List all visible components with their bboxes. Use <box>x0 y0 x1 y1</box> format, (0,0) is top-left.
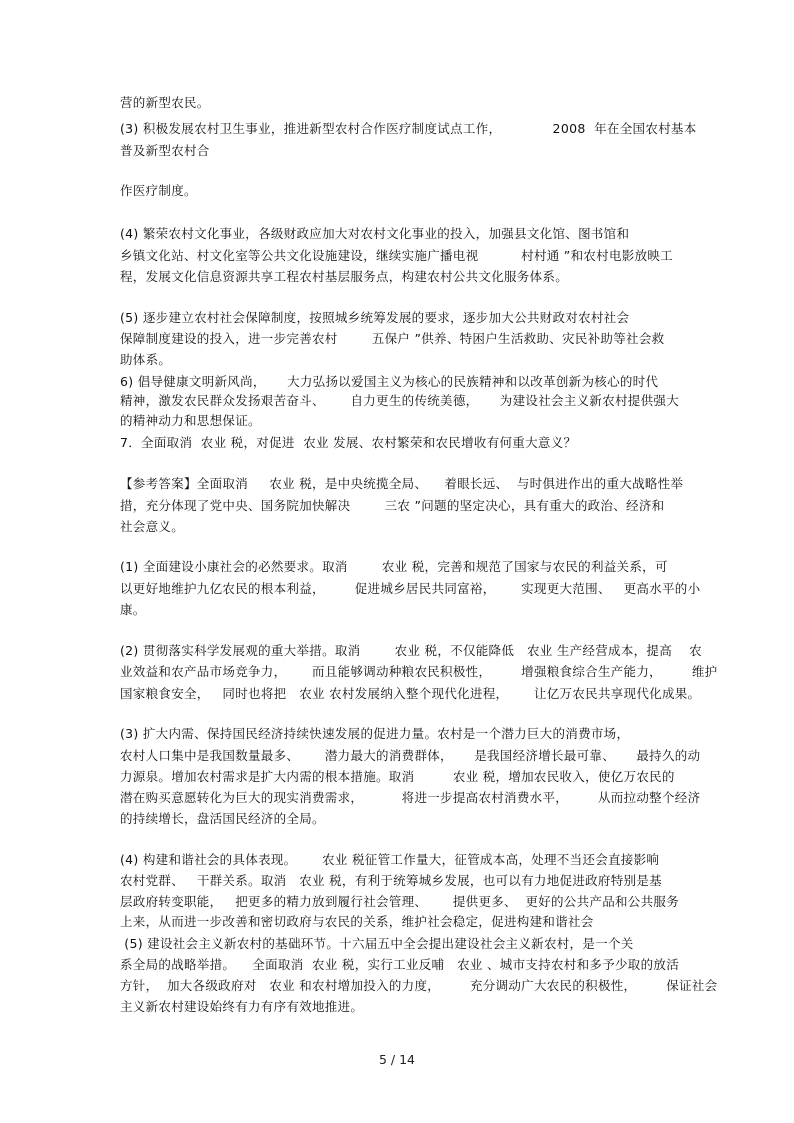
page-indicator: 5 / 14 <box>378 1052 416 1067</box>
text-line: 措，充分体现了党中央、国务院加快解决 三农 ”问题的坚定决心，具有重大的政治、经济和 <box>120 498 665 513</box>
text-line: 助体系。 <box>120 352 172 367</box>
text-line: 国家粮食安全， 同时也将把 农业 农村发展纳入整个现代化进程， 让亿万农民共享现代化成果。 <box>120 686 701 701</box>
text-line: 业效益和农产品市场竞争力， 而且能够调动种粮农民积极性， 增强粮食综合生产能力， 维护 <box>120 664 718 679</box>
text-line: 康。 <box>120 602 146 617</box>
text-line: 营的新型农民。 <box>120 95 210 110</box>
text-line: (5) 逐步建立农村社会保障制度，按照城乡统筹发展的要求，逐步加大公共财政对农村社会 <box>120 310 630 325</box>
text-line: 【参考答案】全面取消 农业 税，是中央统揽全局、 着眼长远、 与时俱进作出的重大战略性举 <box>120 476 684 491</box>
text-line: (1) 全面建设小康社会的必然要求。取消 农业 税，完善和规范了国家与农民的利益关系，可 <box>120 559 668 574</box>
text-line: (3) 扩大内需、保持国民经济持续快速发展的促进力量。农村是一个潜力巨大的消费市场， <box>120 726 630 741</box>
text-line: 农村党群、 干群关系。取消 农业 税，有利于统筹城乡发展，也可以有力地促进政府特别是基 <box>120 873 662 888</box>
text-line: 6) 倡导健康文明新风尚， 大力弘扬以爱国主义为核心的民族精神和以改革创新为核心的时代 <box>120 374 659 389</box>
text-line: 潜在购买意愿转化为巨大的现实消费需求， 将进一步提高农村消费水平， 从而拉动整个经济 <box>120 790 701 805</box>
text-line: 层政府转变职能， 把更多的精力放到履行社会管理、 提供更多、 更好的公共产品和公共服务 <box>120 894 680 909</box>
text-line: (4) 构建和谐社会的具体表现。 农业 税征管工作量大，征管成本高，处理不当还会直接影响 <box>120 852 660 867</box>
text-line: 以更好地维护九亿农民的根本利益， 促进城乡居民共同富裕， 实现更大范围、 更高水平的小 <box>120 581 701 596</box>
text-line: 的持续增长，盘活国民经济的全局。 <box>120 811 325 826</box>
text-line: 系全局的战略举措。 全面取消 农业 税，实行工业反哺 农业 、城市支持农村和多予少取的放活 <box>120 957 680 972</box>
text-line: (2) 贯彻落实科学发展观的重大举措。取消 农业 税，不仅能降低 农业 生产经营成本，提高 农 <box>120 643 702 658</box>
text-line: (5) 建设社会主义新农村的基础环节。十六届五中全会提出建设社会主义新农村，是一个关 <box>120 936 634 951</box>
text-line: 社会意义。 <box>120 519 185 534</box>
text-line: 方针， 加大各级政府对 农业 和农村增加投入的力度， 充分调动广大农民的积极性， 保证社会 <box>120 978 718 993</box>
text-line: 7．全面取消 农业 税，对促进 农业 发展、农村繁荣和农民增收有何重大意义？ <box>120 435 577 450</box>
text-line: 作医疗制度。 <box>120 183 197 198</box>
text-line: 程，发展文化信息资源共享工程农村基层服务点，构建农村公共文化服务体系。 <box>120 269 569 284</box>
text-line: 普及新型农村合 <box>120 143 210 158</box>
text-line: (3) 积极发展农村卫生事业，推进新型农村合作医疗制度试点工作， 2008 年在全国农村基本 <box>120 121 697 136</box>
text-line: 乡镇文化站、村文化室等公共文化设施建设，继续实施广播电视 村村通 ”和农村电影放映工 <box>120 248 673 263</box>
text-line: 精神，激发农民群众发扬艰苦奋斗、 自力更生的传统美德， 为建设社会主义新农村提供强大 <box>120 393 680 408</box>
text-line: (4) 繁荣农村文化事业，各级财政应加大对农村文化事业的投入，加强县文化馆、图书馆和 <box>120 226 630 241</box>
text-line: 农村人口集中是我国数量最多、 潜力最大的消费群体， 是我国经济增长最可靠、 最持久的动 <box>120 748 701 763</box>
text-line: 保障制度建设的投入，进一步完善农村 五保户 ”供养、特困户生活救助、灾民补助等社会救 <box>120 331 665 346</box>
text-line: 上来，从而进一步改善和密切政府与农民的关系，维护社会稳定，促进构建和谐社会 <box>120 914 594 929</box>
text-line: 主义新农村建设始终有力有序有效地推进。 <box>120 999 364 1014</box>
text-line: 力源泉。增加农村需求是扩大内需的根本措施。取消 农业 税，增加农民收入，使亿万农民的 <box>120 769 675 784</box>
text-line: 的精神动力和思想保证。 <box>120 413 261 428</box>
